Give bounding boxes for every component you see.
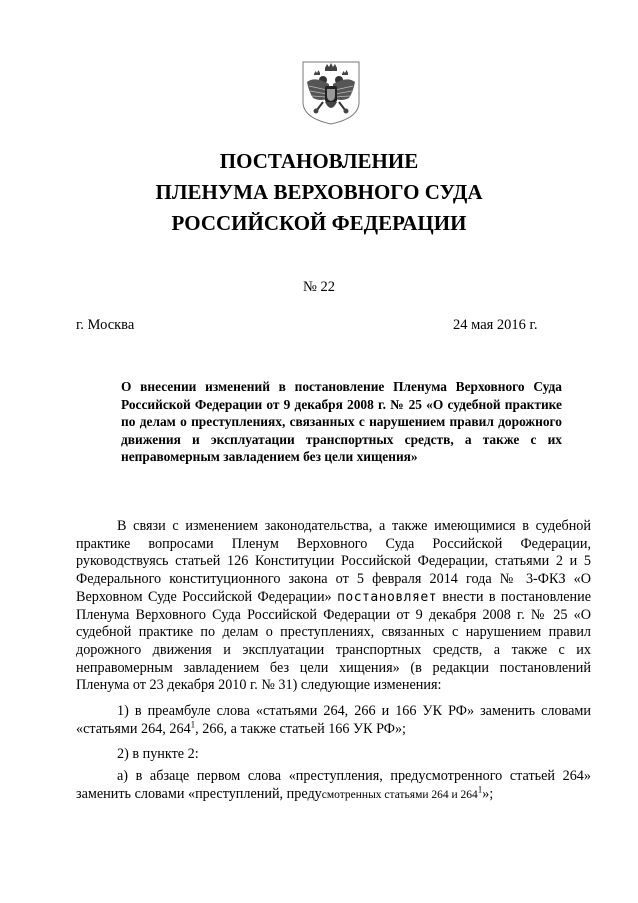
item-2a-text: а) в абзаце первом слова «преступления, предусмотренного статьей 264» заменить словами «преступлений, преду bbox=[76, 768, 591, 802]
item-2a-small-text: смотренных статьями 264 и 264 bbox=[321, 788, 478, 801]
decree-keyword: постановляет bbox=[337, 589, 437, 605]
title-line: ПОСТАНОВЛЕНИЕ bbox=[219, 149, 419, 173]
document-title bbox=[0, 146, 638, 239]
resolution-subject: О внесении изменений в постановление Пленума Верховного Суда Российской Федерации от 9 декабря 2008 г. № 25 «О судебной практике по делам о преступлениях, связанных с нарушением правил дорожного движения и эксплуатации транспортных средств, а также с их неправомерным завладением без цели хищения» bbox=[121, 379, 562, 465]
intro-text-continued: внести в постановление Пленума Верховного Суда Российской Федерации от 9 декабря 2008 г. № 25 «О судебной практике по делам о преступлениях, связанных с нарушением правил дорожного движения и эксплуатации транспортных средств, а также с их неправомерным завладением без цели хищения» (в редакции постановлений Пленума от 23 декабря 2010 г. № 31) следующие изменения: bbox=[76, 588, 591, 694]
intro-paragraph bbox=[76, 518, 591, 695]
document-body bbox=[76, 518, 591, 805]
amendment-item-2a bbox=[76, 768, 591, 804]
intro-text: В связи с изменением законодательства, а также имеющимися в судебной практике вопросами Пленум Верховного Суда Российской Федерации, руководствуясь статьей 126 Конституции Российской Федерации, статьями 2 и 5 Федерального конституционного закона от 5 февраля 2014 года № 3-ФКЗ «О Верховном Суде Российской Федерации» bbox=[76, 518, 591, 605]
article-superscript: 1 bbox=[477, 784, 483, 795]
item-2a-text-end: »; bbox=[482, 785, 494, 802]
title-line: ПЛЕНУМА ВЕРХОВНОГО СУДА bbox=[155, 180, 483, 204]
resolution-number: № 22 bbox=[303, 279, 335, 295]
coat-of-arms-emblem bbox=[299, 58, 363, 126]
item-1-text: 1) в преамбуле слова «статьями 264, 266 и 166 УК РФ» заменить словами «статьями 264, 264 bbox=[76, 703, 591, 737]
amendment-item-1 bbox=[76, 703, 591, 738]
article-superscript: 1 bbox=[190, 719, 196, 729]
title-line: РОССИЙСКОЙ ФЕДЕРАЦИИ bbox=[171, 211, 467, 235]
item-1-text-end: , 266, а также статьей 166 УК РФ»; bbox=[195, 720, 406, 737]
amendment-item-2: 2) в пункте 2: bbox=[117, 746, 199, 763]
place-of-issue: г. Москва bbox=[76, 317, 135, 333]
date-of-issue: 24 мая 2016 г. bbox=[453, 317, 538, 333]
